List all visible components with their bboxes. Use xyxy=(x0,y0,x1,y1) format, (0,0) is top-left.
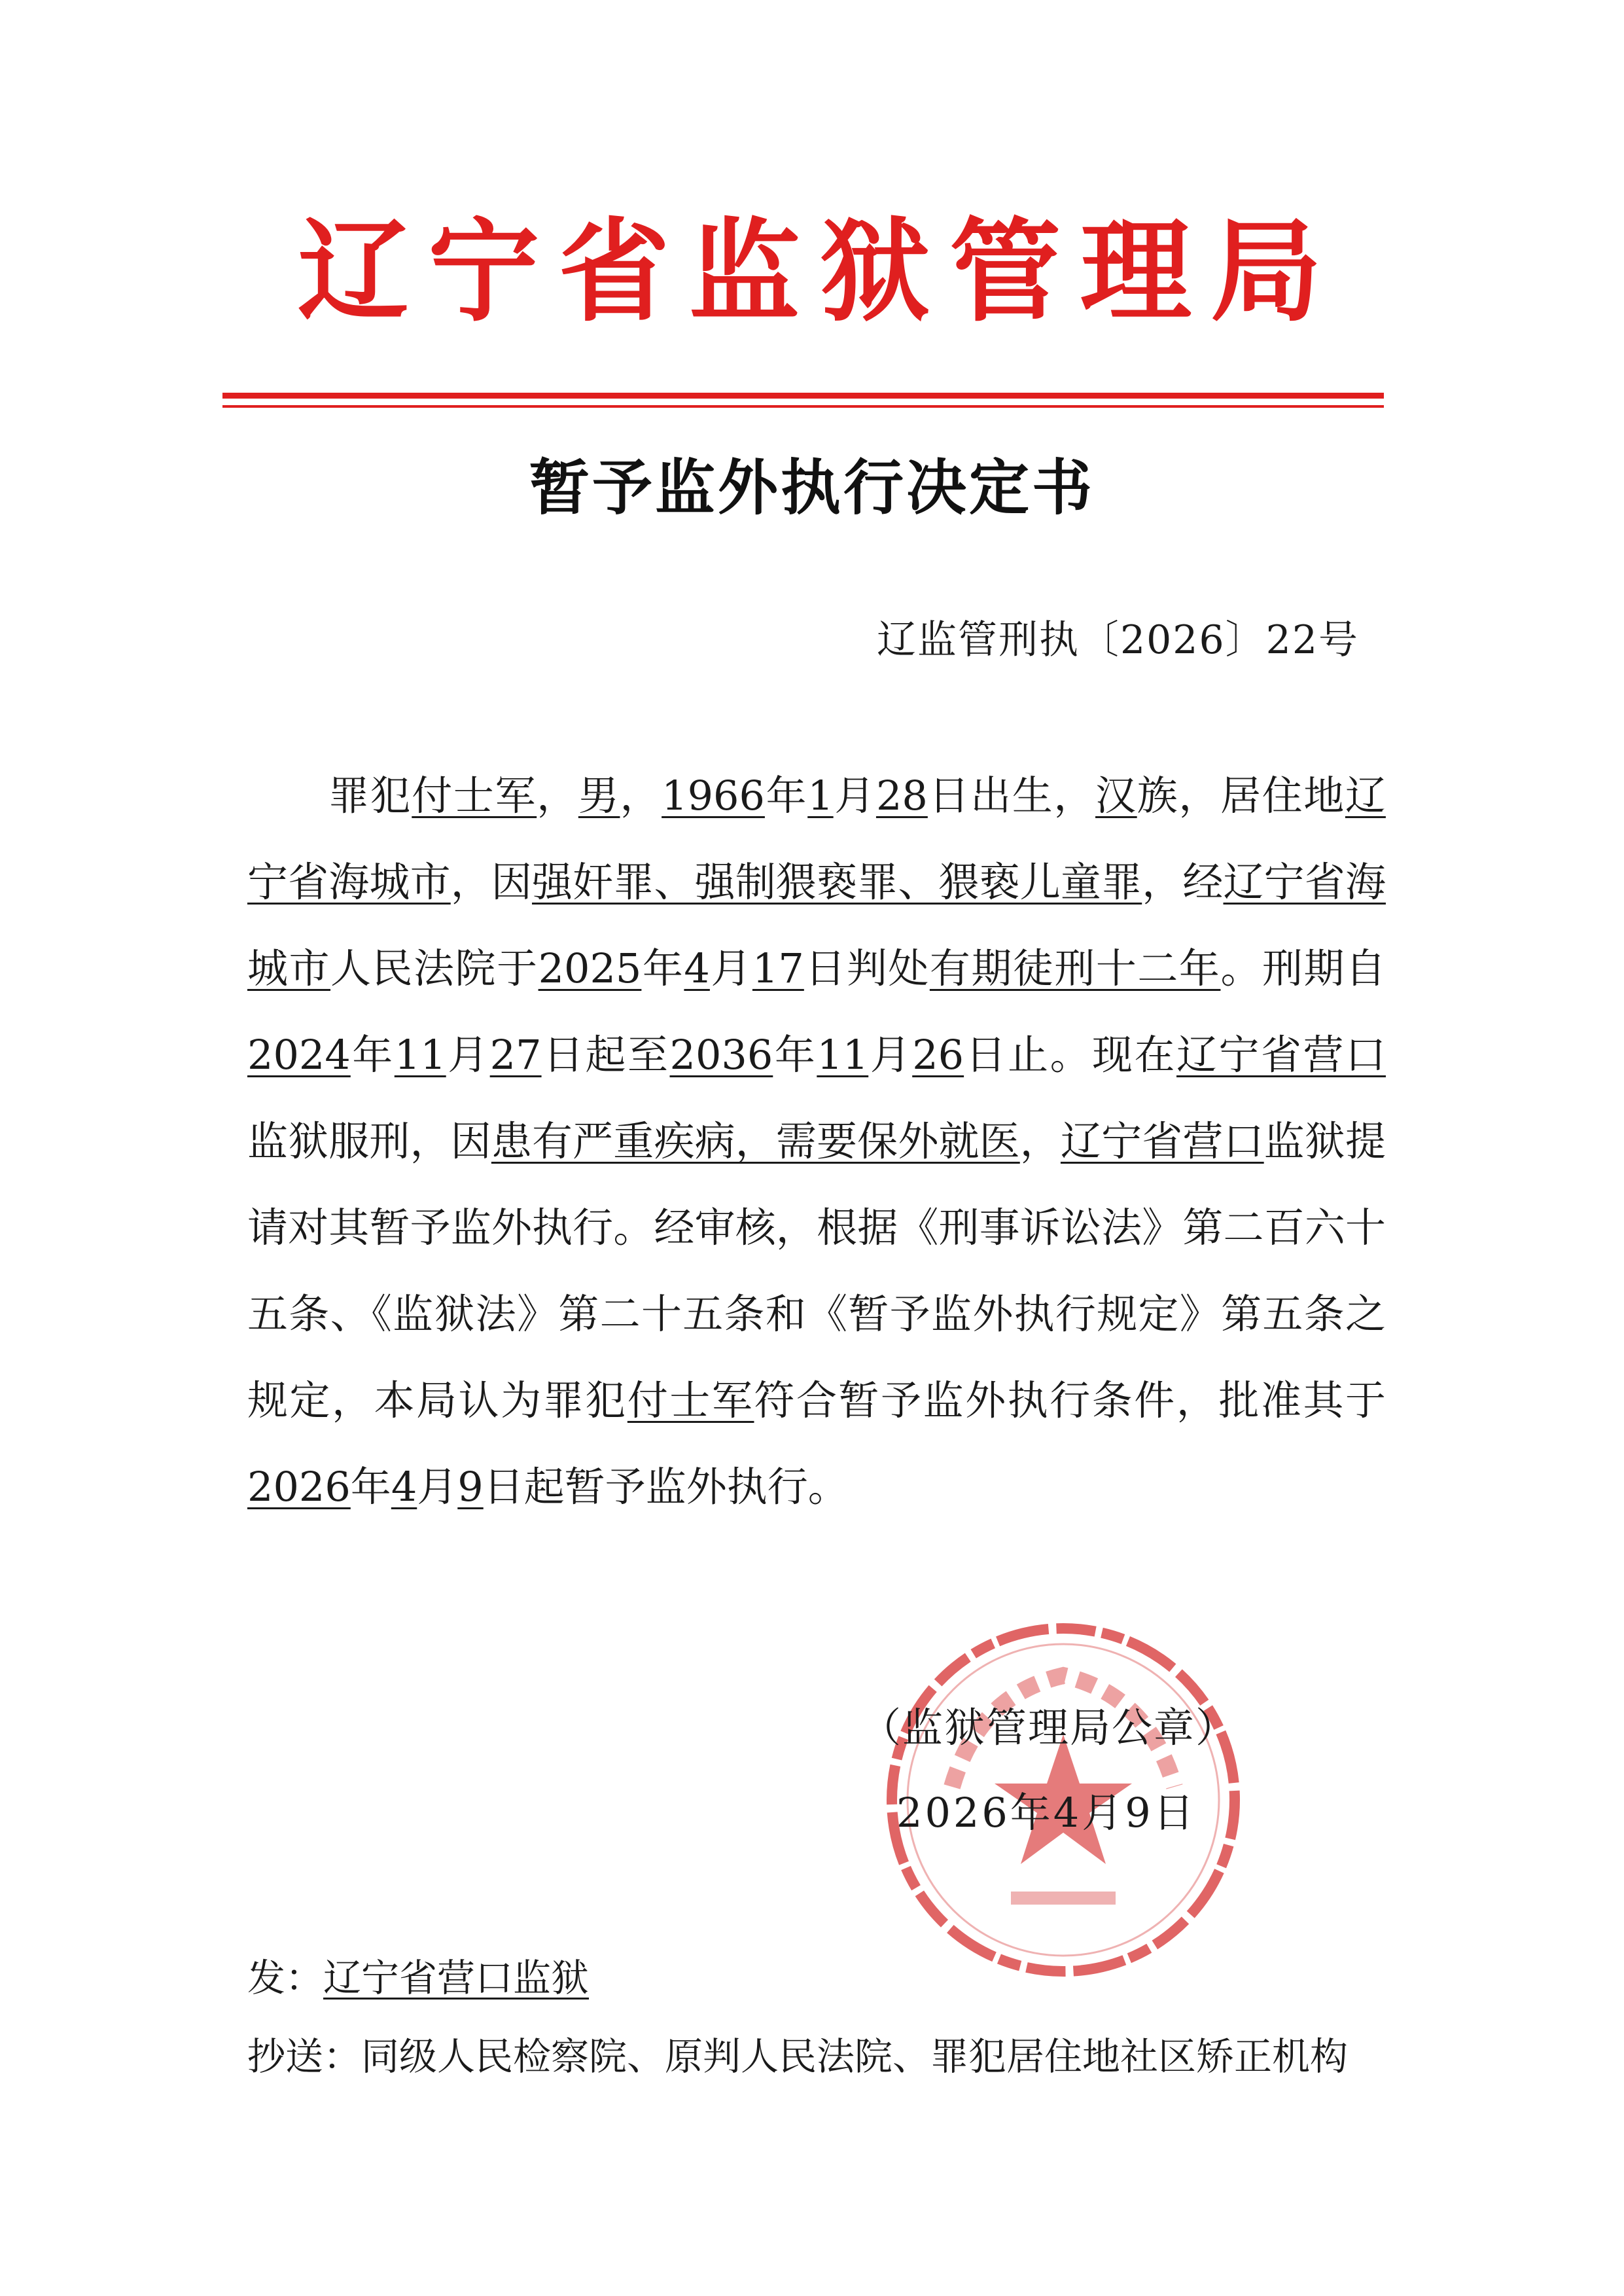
prisoner-name: 付士军 xyxy=(627,1376,754,1424)
court: 辽宁省海城市 xyxy=(247,858,1386,992)
send-to-label: 发： xyxy=(247,1956,324,2000)
header-char: 辽 xyxy=(298,207,410,337)
prison-name: 辽宁省营口 xyxy=(1060,1117,1264,1165)
header-char: 省 xyxy=(558,207,670,337)
cc-label: 抄送： xyxy=(247,2034,362,2079)
birth-month: 1 xyxy=(807,772,834,819)
header-rule-thick xyxy=(222,393,1384,399)
document-number: 辽监管刑执〔2026〕22号 xyxy=(876,617,1359,663)
header-char: 管 xyxy=(949,207,1061,337)
gender: 男 xyxy=(578,772,620,819)
approval-month: 4 xyxy=(391,1463,417,1511)
decision-paragraph: 罪犯付士军，男，1966年1月28日出生，汉族，居住地辽宁省海城市，因强奸罪、强制猥亵罪、猥亵儿童罪，经辽宁省海城市人民法院于2025年4月17日判处有期徒刑十二年。刑期自2024年11月27日起至2036年11月26日止。现在辽宁省营口监狱服刑，因患有严重疾病，需要保外就医，辽宁省营口监狱提请对其暂予监外执行。经审核，根据《刑事诉讼法》第二百六十五条、《监狱法》第二十五条和《暂予监外执行规定》第五条之规定，本局认为罪犯付士军符合暂予监外执行条件，批准其于2026年4月9日起暂予监外执行。 xyxy=(247,772,1386,1511)
header-rule-thin xyxy=(222,405,1384,408)
header-char: 监 xyxy=(688,207,800,337)
send-to-recipient: 辽宁省营口监狱 xyxy=(323,1956,590,2000)
header-char: 宁 xyxy=(428,207,540,337)
cc-recipients: 同级人民检察院、原判人民法院、罪犯居住地社区矫正机构 xyxy=(361,2034,1349,2079)
header-char: 局 xyxy=(1210,207,1322,337)
term-start-day: 27 xyxy=(489,1031,542,1079)
term-start-month: 11 xyxy=(394,1031,446,1079)
birth-day: 28 xyxy=(875,772,928,819)
prison-name: 辽宁省营口 xyxy=(1176,1031,1386,1079)
send-to xyxy=(247,1947,589,2002)
judgment-day: 17 xyxy=(752,944,804,992)
decision-body xyxy=(247,753,1386,1530)
release-reason: 患有严重疾病，需要保外就医 xyxy=(491,1117,1020,1165)
ethnicity: 汉 xyxy=(1095,772,1137,819)
prisoner-name: 付士军 xyxy=(412,772,537,819)
crimes: 强奸罪、强制猥亵罪、猥亵儿童罪 xyxy=(532,858,1142,906)
carbon-copy xyxy=(247,2026,1348,2081)
residence: 辽宁省海城市 xyxy=(247,772,1386,906)
judgment-month: 4 xyxy=(684,944,710,992)
term-start-year: 2024 xyxy=(247,1031,351,1079)
term-end-day: 26 xyxy=(912,1031,964,1079)
issuer-header xyxy=(298,196,1322,337)
term-end-month: 11 xyxy=(817,1031,869,1079)
header-char: 狱 xyxy=(819,207,931,337)
term-end-year: 2036 xyxy=(669,1031,773,1079)
birth-year: 1966 xyxy=(662,772,765,819)
judgment-year: 2025 xyxy=(538,944,642,992)
approval-day: 9 xyxy=(457,1463,484,1511)
signature-date: 2026年4月9日 xyxy=(896,1789,1197,1837)
header-char: 理 xyxy=(1080,207,1192,337)
document-title: 暂予监外执行决定书 xyxy=(529,453,1095,523)
approval-year: 2026 xyxy=(247,1463,351,1511)
seal-caption: （监狱管理局公章） xyxy=(860,1704,1238,1751)
sentence: 有期徒刑十二年 xyxy=(929,944,1221,992)
